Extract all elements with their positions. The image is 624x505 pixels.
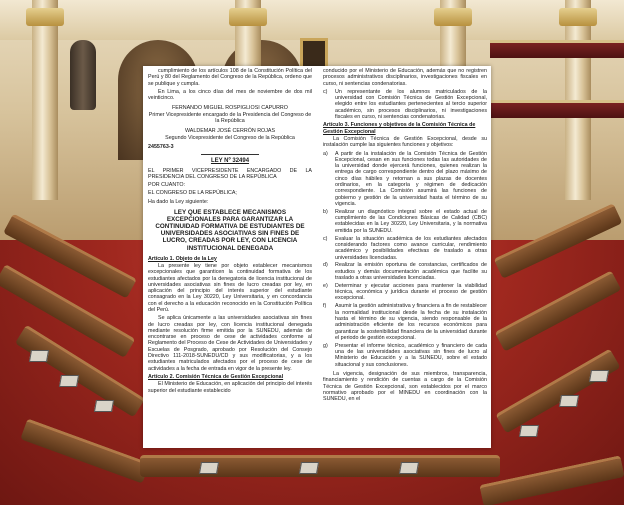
monitor <box>29 350 49 362</box>
list-item-text: Asumir la gestión administrativa y financiera a fin de restablecer la normalidad institucional desde la fecha de su instalación hasta el término de su vigencia, siendo responsable de la administración eficiente de los recursos económicos para garantizar la sostenibilidad financiera de la universidad durante el periodo de gestión excepcional. <box>335 303 487 341</box>
right-column <box>323 68 487 446</box>
chamber-ceiling <box>0 0 624 40</box>
list-item-text: Evaluar la situación académica de los estudiantes afectados considerando factores como avance curricular, rendimiento académico y posibilidades efectivas de traslado a otras universidades licenciadas. <box>335 235 487 261</box>
list-marker: d) <box>323 262 328 269</box>
statue <box>70 40 96 110</box>
por-cuanto: POR CUANTO: <box>148 182 186 189</box>
monitor <box>399 462 419 474</box>
monitor <box>589 370 609 382</box>
intro-paragraph: cumplimiento de los artículos 108 de la Constitución Política del Perú y 80 del Reglamento del Congreso de la República, ordeno que se publique y cumpla. <box>148 68 312 87</box>
monitor <box>299 462 319 474</box>
divider <box>201 154 259 155</box>
desk-row <box>140 455 500 477</box>
dated-line: En Lima, a los cinco días del mes de noviembre de dos mil veinticinco. <box>148 88 312 102</box>
article-2-heading <box>148 374 312 380</box>
signatory-1-name: FERNANDO MIGUEL ROSPIGLIOSI CAPURRO <box>172 105 288 112</box>
upper-balcony <box>490 40 624 58</box>
list-item-text: A partir de la instalación de la Comisión Técnica de Gestión Excepcional, cesan en sus funciones todas las autoridades de la universidad donde ejercerá funciones, quienes realizan la entrega de cargo correspondiente dentro del plazo máximo de cinco días hábiles y retornan a sus plazas de docentes ordinarios, en la categoría y régimen de dedicación correspondiente. La Comisión asumirá las funciones de gobierno y gestión de la universidad hasta el término de su vigencia. <box>335 150 487 207</box>
issuer-line: EL PRIMER VICEPRESIDENTE ENCARGADO DE LA PRESIDENCIA DEL CONGRESO DE LA REPÚBLICA <box>148 167 312 180</box>
document-code: 2455763-3 <box>148 143 174 150</box>
list-item <box>323 283 487 302</box>
law-document-page <box>143 66 491 448</box>
list-item-text: Realizar la emisión oportuna de constancias, certificados de estudios y demás documentación académica que facilite su traslado a otras universidades licenciadas. <box>335 262 487 281</box>
ha-dado-line: Ha dado la Ley siguiente: <box>148 198 209 205</box>
upper-balcony <box>490 100 624 118</box>
list-marker: a) <box>323 150 328 157</box>
list-item <box>323 343 487 368</box>
article-1-heading <box>148 256 312 262</box>
continuation-paragraph: conducido por el Ministerio de Educación, además que no registren procesos administrativos disciplinarios, investigaciones fiscales en curso, ni sentencias condenatorias. <box>323 68 487 87</box>
signatory-2-name: WALDEMAR JOSÉ CERRÓN ROJAS <box>184 128 276 135</box>
monitor <box>94 400 114 412</box>
law-number: LEY Nº 32494 <box>210 158 250 165</box>
signatory-1-role: Primer Vicepresidente encargado de la Presidencia del Congreso de la República <box>148 111 312 125</box>
article-2-paragraph-1: El Ministerio de Educación, en aplicación del principio del interés superior del estudiante establecido <box>148 381 312 394</box>
list-item-c <box>323 89 487 120</box>
article-1-paragraph-2: Se aplica únicamente a las universidades asociativas sin fines de lucro creadas por ley, con licencia institucional denegada mediante resolución firme emitida por la SUNEDU, además de encontrarse en proceso de cese de actividades conforme al Reglamento del Proceso de Cese de Actividades de Universidades y Escuelas de Posgrado, aprobado por Resolución del Consejo Directivo 111-2018-SUNEDU/CD y sus modificatorias, y a los estudiantes matriculados afectados por el proceso de cese de actividades a la fecha de entrada en vigor de la presente ley. <box>148 315 312 372</box>
article-3-heading <box>323 122 487 135</box>
list-marker: e) <box>323 282 328 289</box>
article-1-paragraph-1: La presente ley tiene por objeto establecer mecanismos excepcionales que garanticen la continuidad formativa de los estudiantes afectados por la denegatoria de licencia institucional de universidades asociativas sin fines de lucro creadas por ley, en aplicación del principio del interés superior del estudiante consagrado en la Ley 30220, Ley Universitaria, y en concordancia con el derecho a la educación reconocido en la Constitución Política del Perú. <box>148 262 312 313</box>
list-item <box>323 209 487 234</box>
list-item <box>323 236 487 261</box>
list-item <box>323 151 487 208</box>
list-item-text: Realizar un diagnóstico integral sobre el estado actual de cumplimiento de las Condiciones Básicas de Calidad (CBC) establecidas en la Ley 30220, Ley Universitaria, y la normativa emitida por la SUNEDU. <box>335 208 487 234</box>
article-2-heading-text: Artículo 2. Comisión Técnica de Gestión Excepcional <box>148 373 284 380</box>
law-title: LEY QUE ESTABLECE MECANISMOS EXCEPCIONALES PARA GARANTIZAR LA CONTINUIDAD FORMATIVA DE ESTUDIANTES DE UNIVERSIDADES ASOCIATIVAS SIN FINES DE LUCRO, CREADAS POR LEY, CON LICENCIA INSTITUCIONAL DENEGADA <box>155 209 305 252</box>
monitor <box>519 425 539 437</box>
monitor <box>59 375 79 387</box>
list-marker: g) <box>323 342 328 349</box>
list-item-text: Presentar el informe técnico, académico y financiero de cada una de las universidades asociativas sin fines de lucro al Ministerio de Educación y a la SUNEDU, sobre el estado situacional y sus conclusiones. <box>335 342 487 368</box>
list-item <box>323 262 487 281</box>
closing-paragraph: La vigencia, designación de sus miembros, transparencia, financiamiento y rendición de cuentas a cargo de la Comisión Técnica de Gestión Excepcional, son establecidos por el marco normativo aprobado por el MINEDU en coordinación con la SUNEDU, en el <box>323 370 487 403</box>
list-marker: c) <box>323 88 328 95</box>
monitor <box>199 462 219 474</box>
list-item-text: Un representante de los alumnos matriculados de la universidad con Comisión Técnica de Gestión Excepcional, elegido entre los estudiantes pertenecientes al tercio superior académico, sin procesos disciplinarios, ni investigaciones fiscales en curso, ni sentencias condenatorias. <box>335 88 487 121</box>
article-3-heading-text: Artículo 3. Funciones y objetivos de la Comisión Técnica de Gestión Excepcional <box>323 122 476 135</box>
left-column <box>148 68 312 446</box>
article-3-intro: La Comisión Técnica de Gestión Excepcional, desde su instalación cumple las siguientes funciones y objetivos: <box>323 135 487 149</box>
list-marker: b) <box>323 208 328 215</box>
list-item <box>323 303 487 341</box>
function-list <box>323 151 487 368</box>
list-marker: f) <box>323 303 327 310</box>
list-marker: c) <box>323 235 328 242</box>
chamber-column <box>32 0 58 200</box>
list-item-text: Determinar y ejecutar acciones para mantener la viabilidad técnica, económica y jurídica durante el proceso de gestión excepcional. <box>335 282 487 302</box>
monitor <box>559 395 579 407</box>
congress-line: EL CONGRESO DE LA REPÚBLICA; <box>148 190 237 197</box>
article-1-heading-text: Artículo 1. Objeto de la Ley <box>148 255 217 262</box>
signatory-2-role: Segundo Vicepresidente del Congreso de la República <box>165 134 295 141</box>
